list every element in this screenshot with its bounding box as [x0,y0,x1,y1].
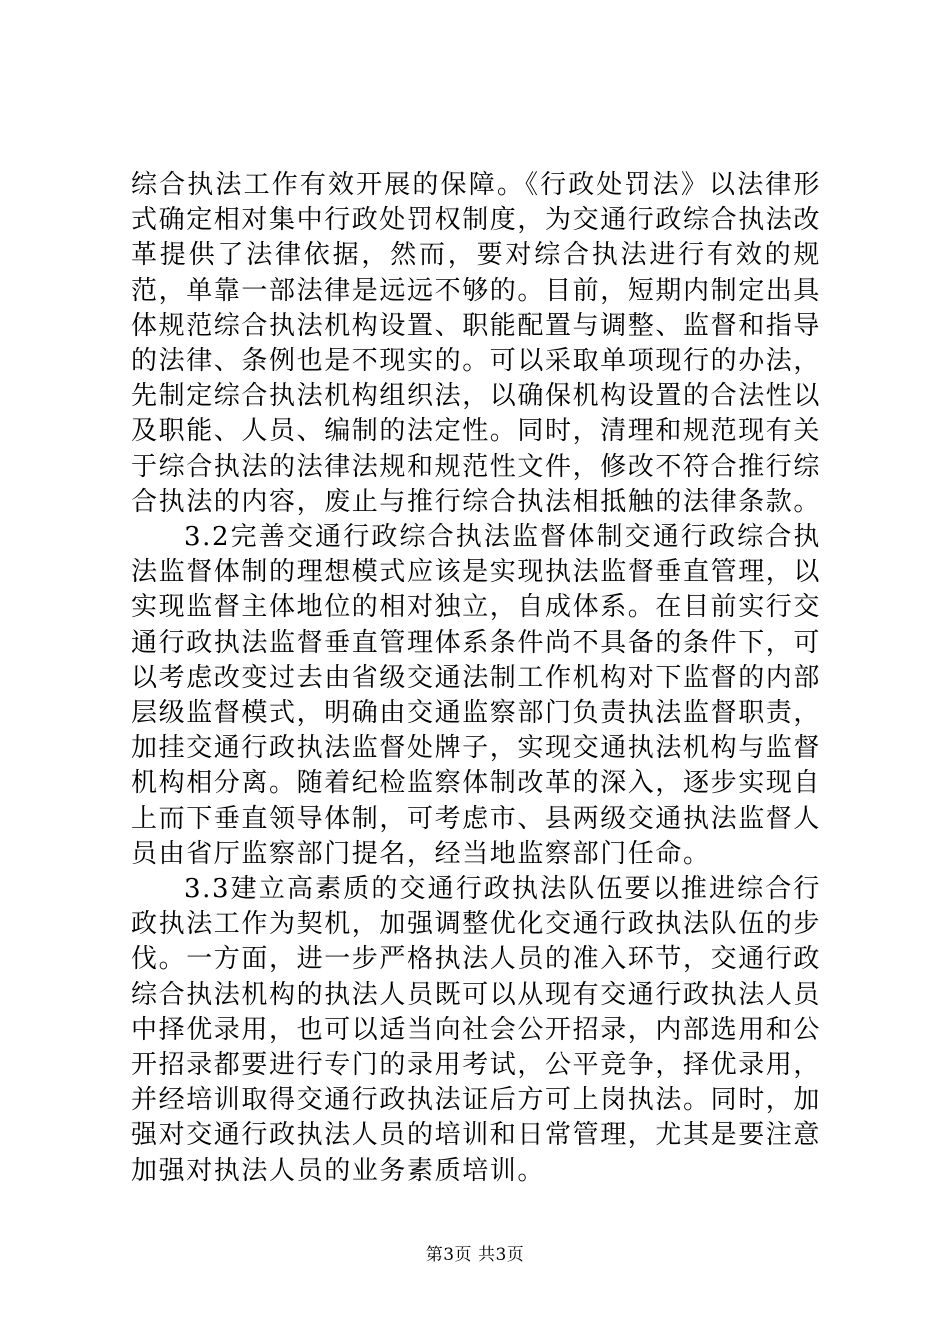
paragraph-section-3-3: 3.3建立高素质的交通行政执法队伍要以推进综合行政执法工作为契机，加强调整优化交通行政执法队伍的步伐。一方面，进一步严格执法人员的准入环节，交通行政综合执法机构的执法人员既可以从现有交通行政执法人员中择优录用，也可以适当向社会公开招录，内部选用和公开招录都要进行专门的录用考试，公平竞争，择优录用，并经培训取得交通行政执法证后方可上岗执法。同时，加强对交通行政执法人员的培训和日常管理，尤其是要注意加强对执法人员的业务素质培训。 [131,874,822,1186]
paragraph-continuation: 综合执法工作有效开展的保障。《行政处罚法》以法律形式确定相对集中行政处罚权制度，为交通行政综合执法改革提供了法律依据，然而，要对综合执法进行有效的规范，单靠一部法律是远远不够的。目前，短期内制定出具体规范综合执法机构设置、职能配置与调整、监督和指导的法律、条例也是不现实的。可以采取单项现行的办法，先制定综合执法机构组织法，以确保机构设置的合法性以及职能、人员、编制的法定性。同时，清理和规范现有关于综合执法的法律法规和规范性文件，修改不符合推行综合执法的内容，废止与推行综合执法相抵触的法律条款。 [131,170,822,517]
paragraph-section-3-2: 3.2完善交通行政综合执法监督体制交通行政综合执法监督体制的理想模式应该是实现执法监督垂直管理，以实现监督主体地位的相对独立，自成体系。在目前实行交通行政执法监督垂直管理体系条件尚不具备的条件下，可以考虑改变过去由省级交通法制工作机构对下监督的内部层级监督模式，明确由交通监察部门负责执法监督职责，加挂交通行政执法监督处牌子，实现交通执法机构与监督机构相分离。随着纪检监察体制改革的深入，逐步实现自上而下垂直领导体制，可考虑市、县两级交通执法监督人员由省厅监察部门提名，经当地监察部门任命。 [131,522,822,869]
document-body [131,168,821,1189]
page-number-footer: 第3页 共3页 [425,1245,525,1265]
